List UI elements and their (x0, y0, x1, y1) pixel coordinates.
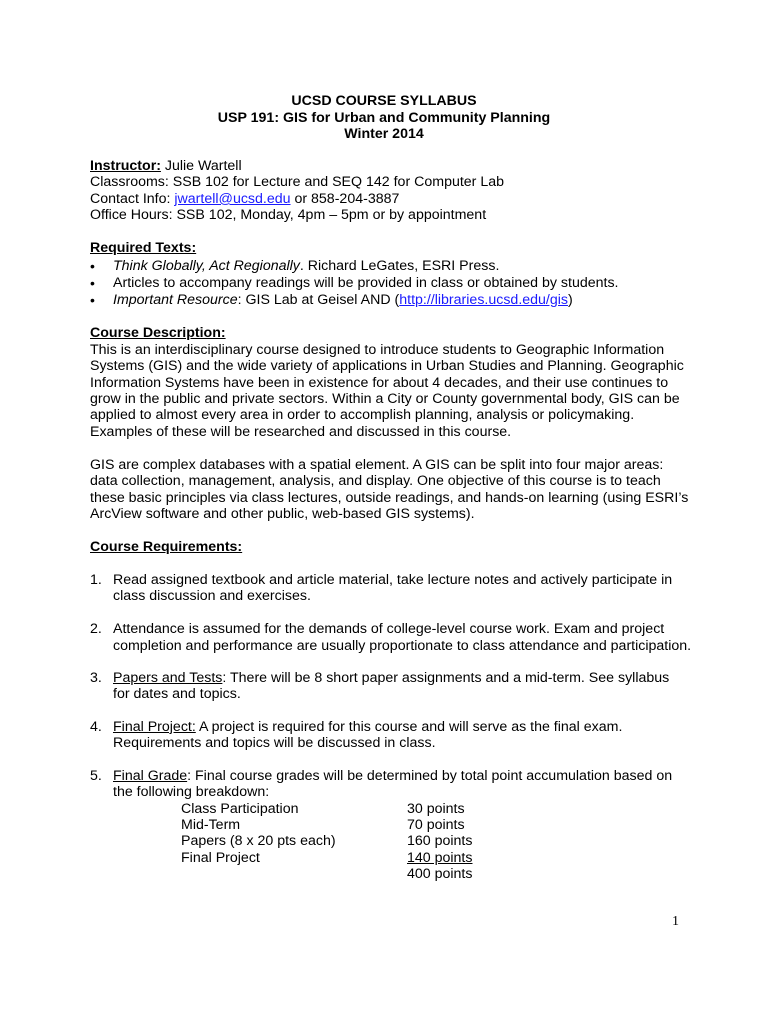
resource-text: : GIS Lab at Geisel AND ( (237, 292, 400, 308)
description-line: grow in the public and private sectors. Within a City or County governmental body, GIS can be (90, 391, 680, 407)
classrooms-line: Classrooms: SSB 102 for Lecture and SEQ 142 for Computer Lab (90, 174, 505, 190)
final-project-text: A project is required for this course and will serve as the final exam. (195, 719, 623, 735)
grade-label: Final Project (181, 850, 260, 866)
requirement-line (113, 719, 622, 735)
requirement-line: Read assigned textbook and article material, take lecture notes and actively participate in (113, 572, 673, 588)
requirement-line: completion and performance are usually proportionate to class attendance and participation. (113, 638, 692, 654)
grade-points: 160 points (407, 833, 473, 849)
description-line: This is an interdisciplinary course designed to introduce students to Geographic Information (90, 342, 665, 358)
papers-tests-label: Papers and Tests (113, 670, 223, 686)
book-title: Think Globally, Act Regionally (113, 258, 300, 274)
gis-library-link[interactable]: http://libraries.ucsd.edu/gis (399, 292, 569, 308)
list-number: 3. (90, 670, 102, 686)
course-description-heading: Course Description: (90, 325, 226, 341)
required-text-item (113, 258, 499, 274)
contact-email-link[interactable]: jwartell@ucsd.edu (174, 191, 291, 207)
description-line: these basic principles via class lectures, outside readings, and hands-on learning (using ESRI’s (90, 490, 689, 506)
list-number: 1. (90, 572, 102, 588)
papers-tests-text: : There will be 8 short paper assignments and a mid-term. See syllabus (222, 670, 670, 686)
page-number: 1 (672, 914, 679, 929)
required-text-item: Articles to accompany readings will be provided in class or obtained by students. (113, 275, 619, 291)
requirement-line: class discussion and exercises. (113, 588, 311, 604)
instructor-label: Instructor: (90, 158, 161, 174)
instructor-name: Julie Wartell (160, 158, 242, 174)
bullet-icon: • (90, 258, 95, 274)
grade-points: 140 points (407, 850, 473, 866)
grade-total: 400 points (407, 866, 473, 882)
required-texts-heading: Required Texts: (90, 240, 197, 256)
requirement-line: Attendance is assumed for the demands of college-level course work. Exam and project (113, 621, 665, 637)
requirement-line: for dates and topics. (113, 686, 241, 702)
instructor-line (90, 158, 242, 174)
requirement-line (113, 768, 672, 784)
course-requirements-heading: Course Requirements: (90, 539, 243, 555)
required-text-item (113, 292, 573, 308)
description-line: ArcView software and other public, web-based GIS systems). (90, 506, 475, 522)
final-grade-text: : Final course grades will be determined by total point accumulation based on (187, 768, 673, 784)
grade-points: 30 points (407, 801, 465, 817)
requirement-line: the following breakdown: (113, 784, 270, 800)
contact-phone: or 858-204-3887 (290, 191, 400, 207)
list-number: 2. (90, 621, 102, 637)
resource-end: ) (568, 292, 573, 308)
grade-label: Papers (8 x 20 pts each) (181, 833, 336, 849)
description-line: data collection, management, analysis, and display. One objective of this course is to teach (90, 473, 661, 489)
book-author: . Richard LeGates, ESRI Press. (299, 258, 500, 274)
grade-points: 70 points (407, 817, 465, 833)
description-line: applied to almost every area in order to accomplish planning, analysis or policymaking. (90, 407, 635, 423)
contact-line (90, 191, 399, 207)
term-title: Winter 2014 (344, 126, 424, 142)
grade-label: Mid-Term (181, 817, 241, 833)
requirement-line: Requirements and topics will be discussed in class. (113, 735, 436, 751)
bullet-icon: • (90, 292, 95, 308)
office-hours-line: Office Hours: SSB 102, Monday, 4pm – 5pm or by appointment (90, 207, 487, 223)
list-number: 4. (90, 719, 102, 735)
description-line: Examples of these will be researched and discussed in this course. (90, 424, 512, 440)
grade-label: Class Participation (181, 801, 299, 817)
description-line: Systems (GIS) and the wide variety of applications in Urban Studies and Planning. Geographic (90, 358, 684, 374)
requirement-line (113, 670, 669, 686)
syllabus-title: UCSD COURSE SYLLABUS (291, 93, 477, 109)
final-grade-label: Final Grade (113, 768, 188, 784)
list-number: 5. (90, 768, 102, 784)
course-title: USP 191: GIS for Urban and Community Planning (217, 110, 551, 126)
bullet-icon: • (90, 275, 95, 291)
contact-prefix: Contact Info: (90, 191, 175, 207)
description-line: GIS are complex databases with a spatial element. A GIS can be split into four major areas: (90, 457, 664, 473)
resource-label: Important Resource (113, 292, 238, 308)
final-project-label: Final Project: (113, 719, 196, 735)
description-line: Information Systems have been in existence for about 4 decades, and their use continues to (90, 375, 669, 391)
